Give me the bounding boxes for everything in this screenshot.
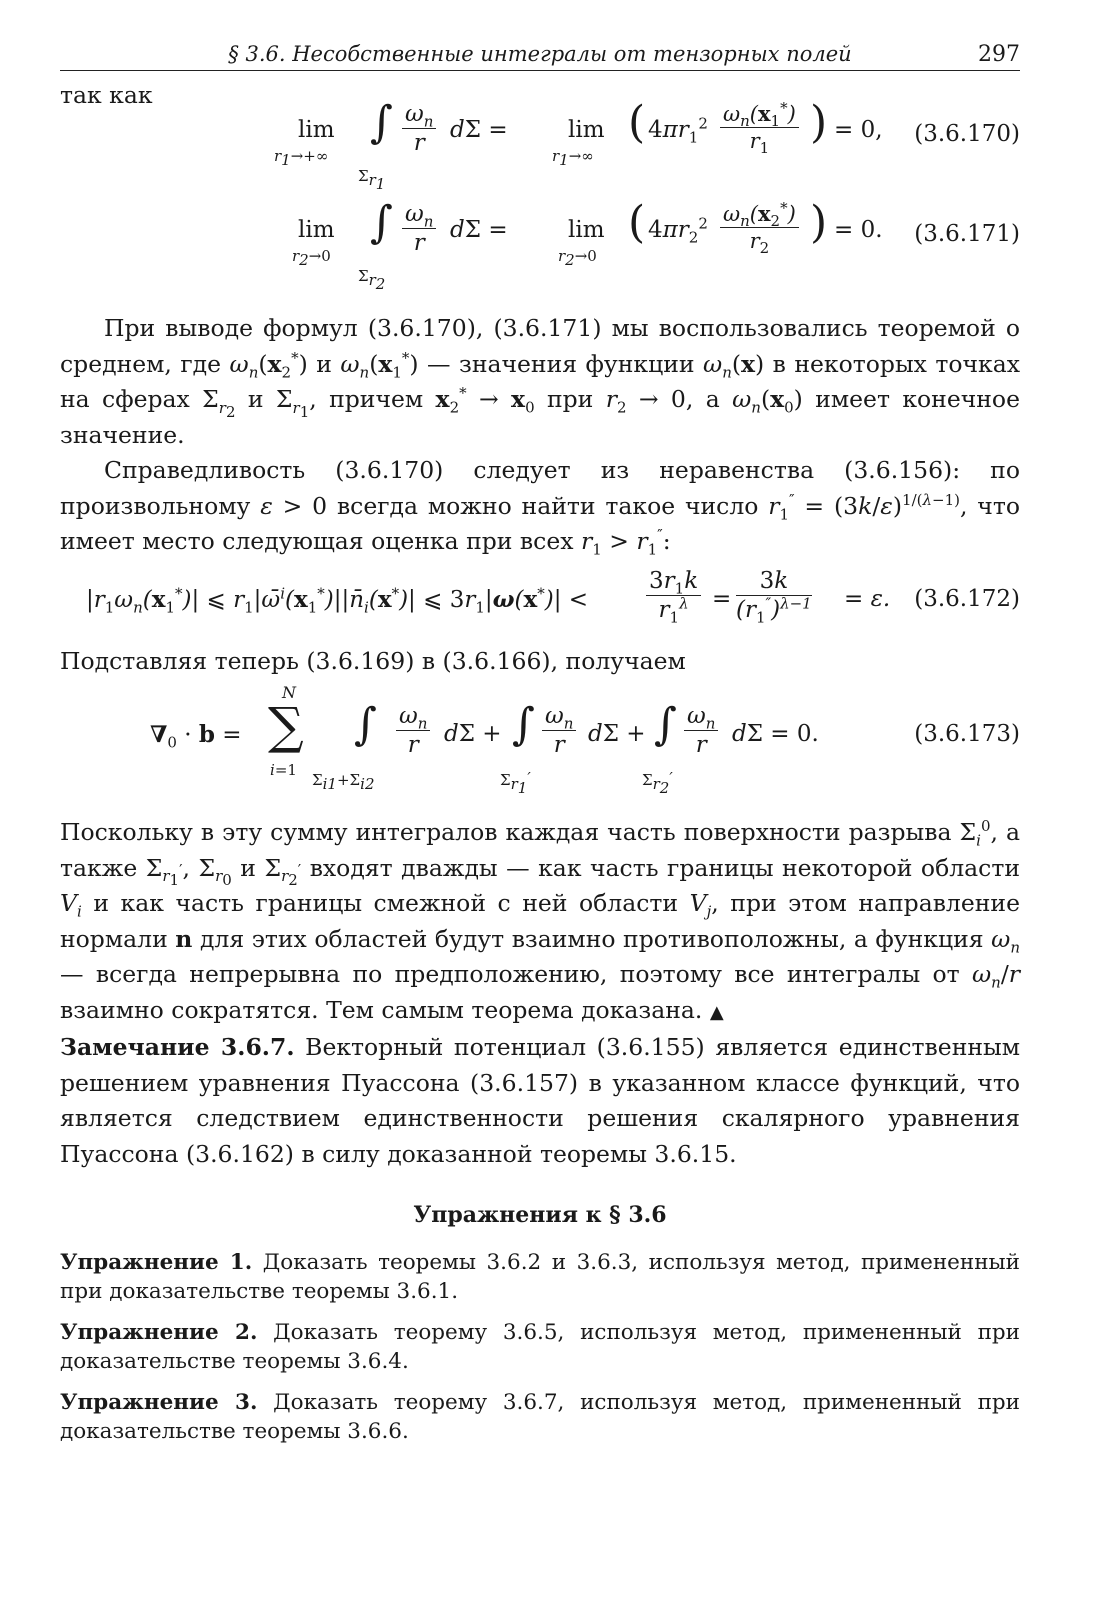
page (60, 38, 1020, 1446)
paragraph-since: Поскольку в эту сумму интегралов каждая часть поверхности разрыва $\Sigma_i^0$, а также $\Sigma_{r_1'}$, $\Sigma_{r_0}$ и $\Sigma_{r_2'}$ входят дважды — как часть границы некоторой области $V_i$ и как часть границы смежной с ней области $V_j$, при этом направление нормали n для этих областей будут взаимно противоположны, а функция $\omega_n$ — всегда непрерывна по предположению, поэтому все интегралы от $\omega_n/r$ взаимно сократятся. Тем самым теорема доказана. ▲ (60, 817, 1021, 1024)
paragraph-validity: Справедливость (3.6.170) следует из неравенства (3.6.156): по произвольному ε > 0 всегда можно найти такое число $r_1'' = (3k/\varepsilon)^{1/(\lambda-1)}$, что имеет место следующая оценка при всех $r_1 > r_1''$: (60, 456, 1020, 559)
paragraph-substituting: Подставляя теперь (3.6.169) в (3.6.166), получаем (60, 646, 686, 675)
eq-number-170: (3.6.170) (914, 121, 1020, 147)
eq-number-173: (3.6.173) (914, 721, 1020, 747)
exercise-2: Упражнение 2. Доказать теорему 3.6.5, используя метод, примененный при доказательстве теоремы 3.6.4. (60, 1320, 1020, 1374)
paragraph-mean-value: При выводе формул (3.6.170), (3.6.171) мы воспользовались теоремой о среднем, где $\omega_n(x_2^*)$ и $\omega_n(x_1^*)$ — значения функции $\omega_n(x)$ в некоторых точках на сферах $\Sigma_{r_2}$ и $\Sigma_{r_1}$, причем $x_2^* \to x_0$ при $r_2 \to 0$, а $\omega_n(x_0)$ имеет конечное значение. (60, 314, 1020, 449)
equation-171 (60, 197, 1020, 303)
equation-170-body: lim $r_1\to+\infty$ ∫ $\Sigma_{r_1}$ $\frac{\omega_n}{r}$ dΣ = lim $r_1\to\infty$ ( $4\pi r_1^2$ $\frac{\omega_n(x_1^*)}{r_1}$ ) = 0, (274, 97, 883, 193)
running-header (60, 38, 1020, 71)
equation-171-body: lim $r_2\to 0$ ∫ $\Sigma_{r_2}$ $\frac{\omega_n}{r}$ dΣ = lim $r_2\to 0$ ( $4\pi r_2^2$ $\frac{\omega_n(x_2^*)}{r_2}$ ) = 0. (292, 197, 883, 293)
page-number: 297 (978, 42, 1020, 67)
exercise-1: Упражнение 1. Доказать теоремы 3.6.2 и 3.6.3, используя метод, примененный при доказательстве теоремы 3.6.1. (60, 1250, 1020, 1304)
equation-170 (60, 81, 1020, 193)
remark-text: Векторный потенциал (3.6.155) является единственным решением уравнения Пуассона (3.6.157) в указанном классе функций, что является следствием единственности решения скалярного уравнения Пуассона (3.6.162) в силу доказанной теоремы 3.6.15. (60, 1033, 1020, 1168)
equation-173-body: $\nabla_0 \cdot b$ = N ∑ i=1 ∫ $\Sigma_{i1}+\Sigma_{i2}$ $\frac{\omega_n}{r}$ dΣ + ∫ $\Sigma_{r_1'}$ $\frac{\omega_n}{r}$ dΣ + ∫ $\Sigma_{r_2'}$ $\frac{\omega_n}{r}$ dΣ = 0. (150, 683, 819, 797)
remark-label: Замечание 3.6.7. (60, 1033, 295, 1061)
exercises-heading: Упражнения к § 3.6 (413, 1202, 667, 1228)
remark-3-6-7 (60, 1030, 1020, 1172)
eq-number-172: (3.6.172) (914, 585, 1020, 612)
header-title: § 3.6. Несобственные интегралы от тензорных полей (228, 42, 852, 66)
intro-text: так как (60, 81, 153, 109)
equation-172-body: $|r_1\omega_n(x_1^*)|$ ⩽ $r_1|\omegā^i(x_1^*)||n̄_i(x^*)|$ ⩽ $3r_1|\omega(x^*)|$ < $\frac{3r_1k}{r_1^\lambda}$ = $\frac{3k}{(r_1'')^{\lambda-1}}$ = ε. (86, 567, 891, 627)
eq-number-171: (3.6.171) (914, 221, 1020, 247)
equation-172 (60, 564, 1020, 644)
exercise-3: Упражнение 3. Доказать теорему 3.6.7, используя метод, примененный при доказательстве теоремы 3.6.6. (60, 1390, 1020, 1444)
equation-173 (60, 685, 1020, 815)
